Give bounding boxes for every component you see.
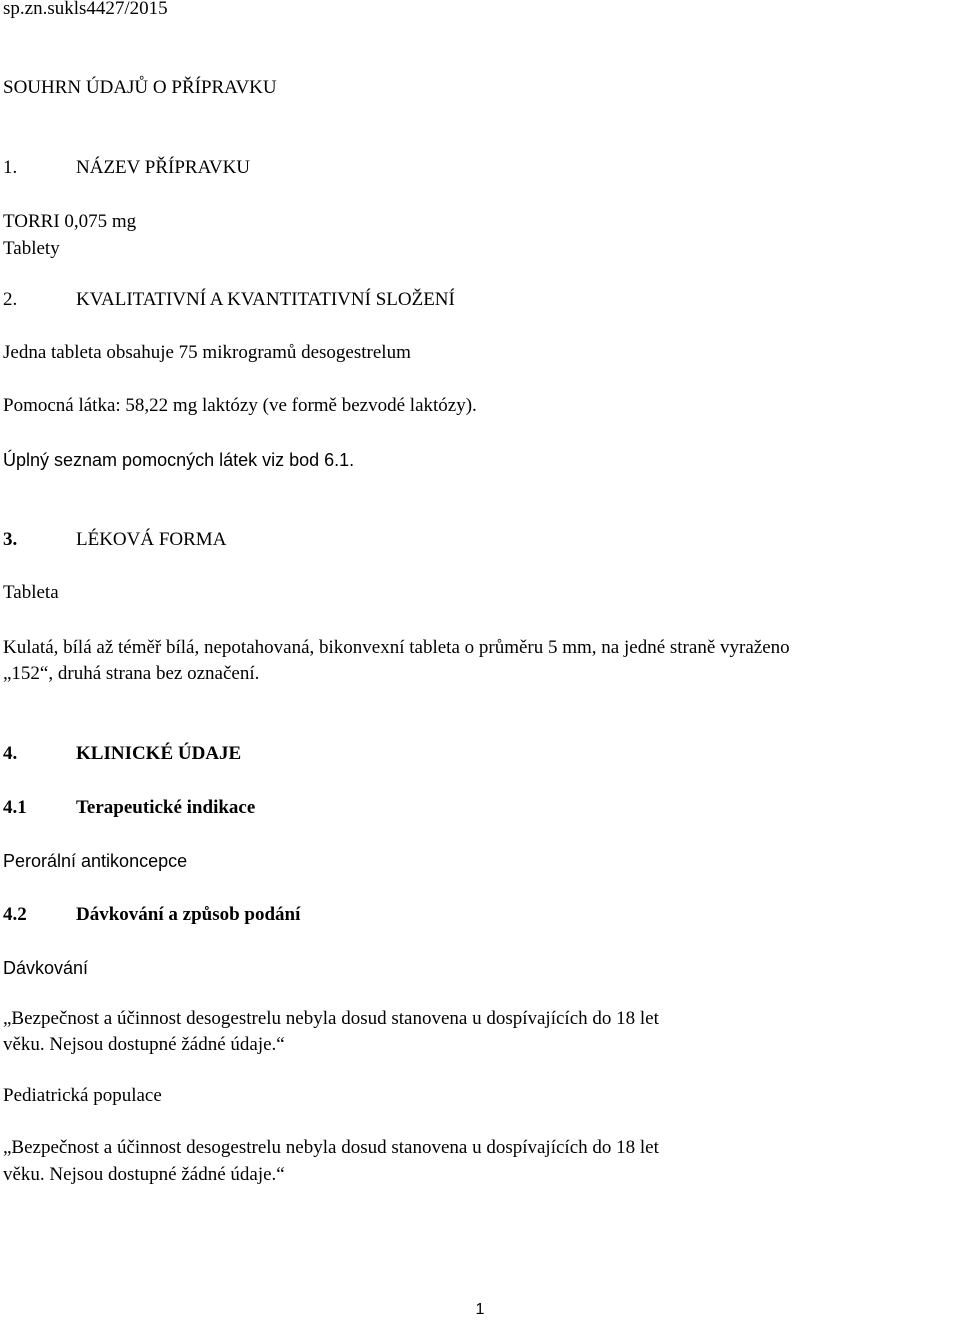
section-4-2-title: Dávkování a způsob podání [76, 904, 301, 925]
product-form: Tablety [3, 238, 60, 259]
document-reference: sp.zn.sukls4427/2015 [3, 0, 168, 19]
tablet-description-line-1: Kulatá, bílá až téměř bílá, nepotahovaná, bikonvexní tableta o průměru 5 mm, na jedné straně vyraženo [3, 637, 790, 658]
section-4-1-number: 4.1 [3, 797, 27, 818]
pharmaceutical-form: Tableta [3, 582, 59, 603]
section-2-title: KVALITATIVNÍ A KVANTITATIVNÍ SLOŽENÍ [76, 289, 455, 310]
excipient-line: Pomocná látka: 58,22 mg laktózy (ve formě bezvodé laktózy). [3, 395, 477, 416]
section-4-title: KLINICKÉ ÚDAJE [76, 743, 242, 764]
section-1-number: 1. [3, 157, 18, 178]
section-4-1-title: Terapeutické indikace [76, 797, 256, 818]
document-title: SOUHRN ÚDAJŮ O PŘÍPRAVKU [3, 77, 277, 98]
section-3-number: 3. [3, 529, 18, 550]
section-4-2-number: 4.2 [3, 904, 27, 925]
section-4-1-heading [3, 795, 255, 821]
section-2-heading [3, 287, 455, 313]
section-4-number: 4. [3, 743, 18, 764]
pediatric-text-line-1: „Bezpečnost a účinnost desogestrelu nebyla dosud stanovena u dospívajících do 18 let [3, 1137, 659, 1158]
page-number: 1 [475, 1301, 485, 1318]
dosing-text-line-1: „Bezpečnost a účinnost desogestrelu nebyla dosud stanovena u dospívajících do 18 let [3, 1008, 659, 1029]
section-4-heading [3, 741, 241, 767]
section-1-heading [3, 155, 250, 181]
pediatric-population-label: Pediatrická populace [3, 1085, 162, 1106]
tablet-description-line-2: „152“, druhá strana bez označení. [3, 663, 260, 684]
pediatric-text-line-2: věku. Nejsou dostupné žádné údaje.“ [3, 1164, 285, 1185]
section-3-title: LÉKOVÁ FORMA [76, 529, 227, 550]
dosing-text-line-2: věku. Nejsou dostupné žádné údaje.“ [3, 1034, 285, 1055]
product-name: TORRI 0,075 mg [3, 211, 137, 232]
section-3-heading [3, 527, 226, 553]
dosing-label: Dávkování [3, 958, 89, 978]
section-1-title: NÁZEV PŘÍPRAVKU [76, 157, 251, 178]
section-2-number: 2. [3, 289, 18, 310]
indication-text: Perorální antikoncepce [3, 851, 188, 871]
composition-line: Jedna tableta obsahuje 75 mikrogramů desogestrelum [3, 342, 411, 363]
excipient-list-note: Úplný seznam pomocných látek viz bod 6.1. [3, 450, 355, 470]
section-4-2-heading [3, 902, 300, 928]
